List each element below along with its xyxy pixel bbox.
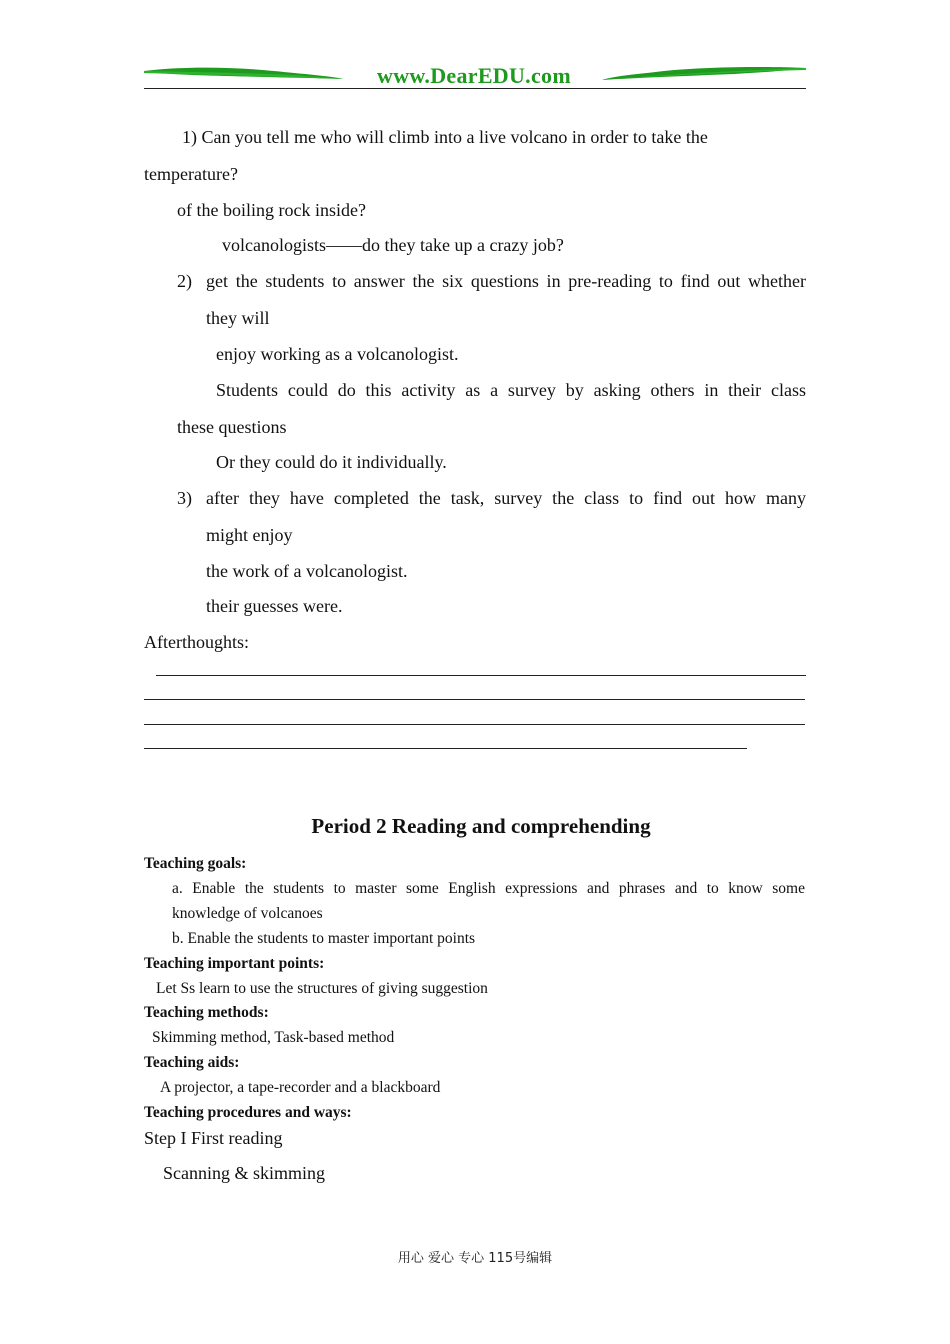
item3-line2: might enjoy <box>206 525 293 545</box>
item2-line1: get the students to answer the six questions in pre-reading to find out whether <box>206 271 806 291</box>
goal-b: b. Enable the students to master important points <box>172 930 476 947</box>
step1-heading: Step I First reading <box>144 1128 283 1148</box>
blank-line <box>144 724 805 725</box>
item2-line6: Or they could do it individually. <box>216 452 447 472</box>
important-points-heading: Teaching important points: <box>144 955 325 972</box>
methods-text: Skimming method, Task-based method <box>152 1029 395 1046</box>
item3-line4: their guesses were. <box>206 596 343 616</box>
item1-line4: volcanologists——do they take up a crazy job? <box>222 235 564 255</box>
step1-subheading: Scanning & skimming <box>163 1163 325 1183</box>
item2-line5: these questions <box>177 417 287 437</box>
methods-heading: Teaching methods: <box>144 1004 269 1021</box>
item2-number: 2) <box>177 271 192 291</box>
blank-line <box>156 675 806 676</box>
aids-text: A projector, a tape-recorder and a blackboard <box>160 1079 441 1096</box>
item2-line3: enjoy working as a volcanologist. <box>216 344 459 364</box>
item1-line2: temperature? <box>144 164 238 184</box>
header-divider <box>144 88 806 89</box>
procedures-heading: Teaching procedures and ways: <box>144 1104 352 1121</box>
site-logo-text: www.DearEDU.com <box>377 63 571 88</box>
important-points-text: Let Ss learn to use the structures of giving suggestion <box>156 980 488 997</box>
item3-line1: after they have completed the task, survey the class to find out how many <box>206 488 806 508</box>
item1-line3: of the boiling rock inside? <box>177 200 366 220</box>
goal-a-line1: a. Enable the students to master some English expressions and phrases and to know some <box>172 880 805 897</box>
aids-heading: Teaching aids: <box>144 1054 240 1071</box>
item3-number: 3) <box>177 488 192 508</box>
site-header <box>144 62 806 92</box>
item2-line4: Students could do this activity as a survey by asking others in their class <box>216 380 806 400</box>
section-title: Period 2 Reading and comprehending <box>311 814 651 838</box>
item2-line2: they will <box>206 308 270 328</box>
teaching-goals-heading: Teaching goals: <box>144 855 247 872</box>
afterthoughts-label: Afterthoughts: <box>144 632 249 652</box>
blank-line <box>144 748 747 749</box>
page-footer: 用心 爱心 专心 115号编辑 <box>397 1251 553 1266</box>
item3-line3: the work of a volcanologist. <box>206 561 408 581</box>
goal-a-line2: knowledge of volcanoes <box>172 905 323 922</box>
blank-line <box>144 699 805 700</box>
item1-line1: 1) Can you tell me who will climb into a live volcano in order to take the <box>182 127 708 147</box>
